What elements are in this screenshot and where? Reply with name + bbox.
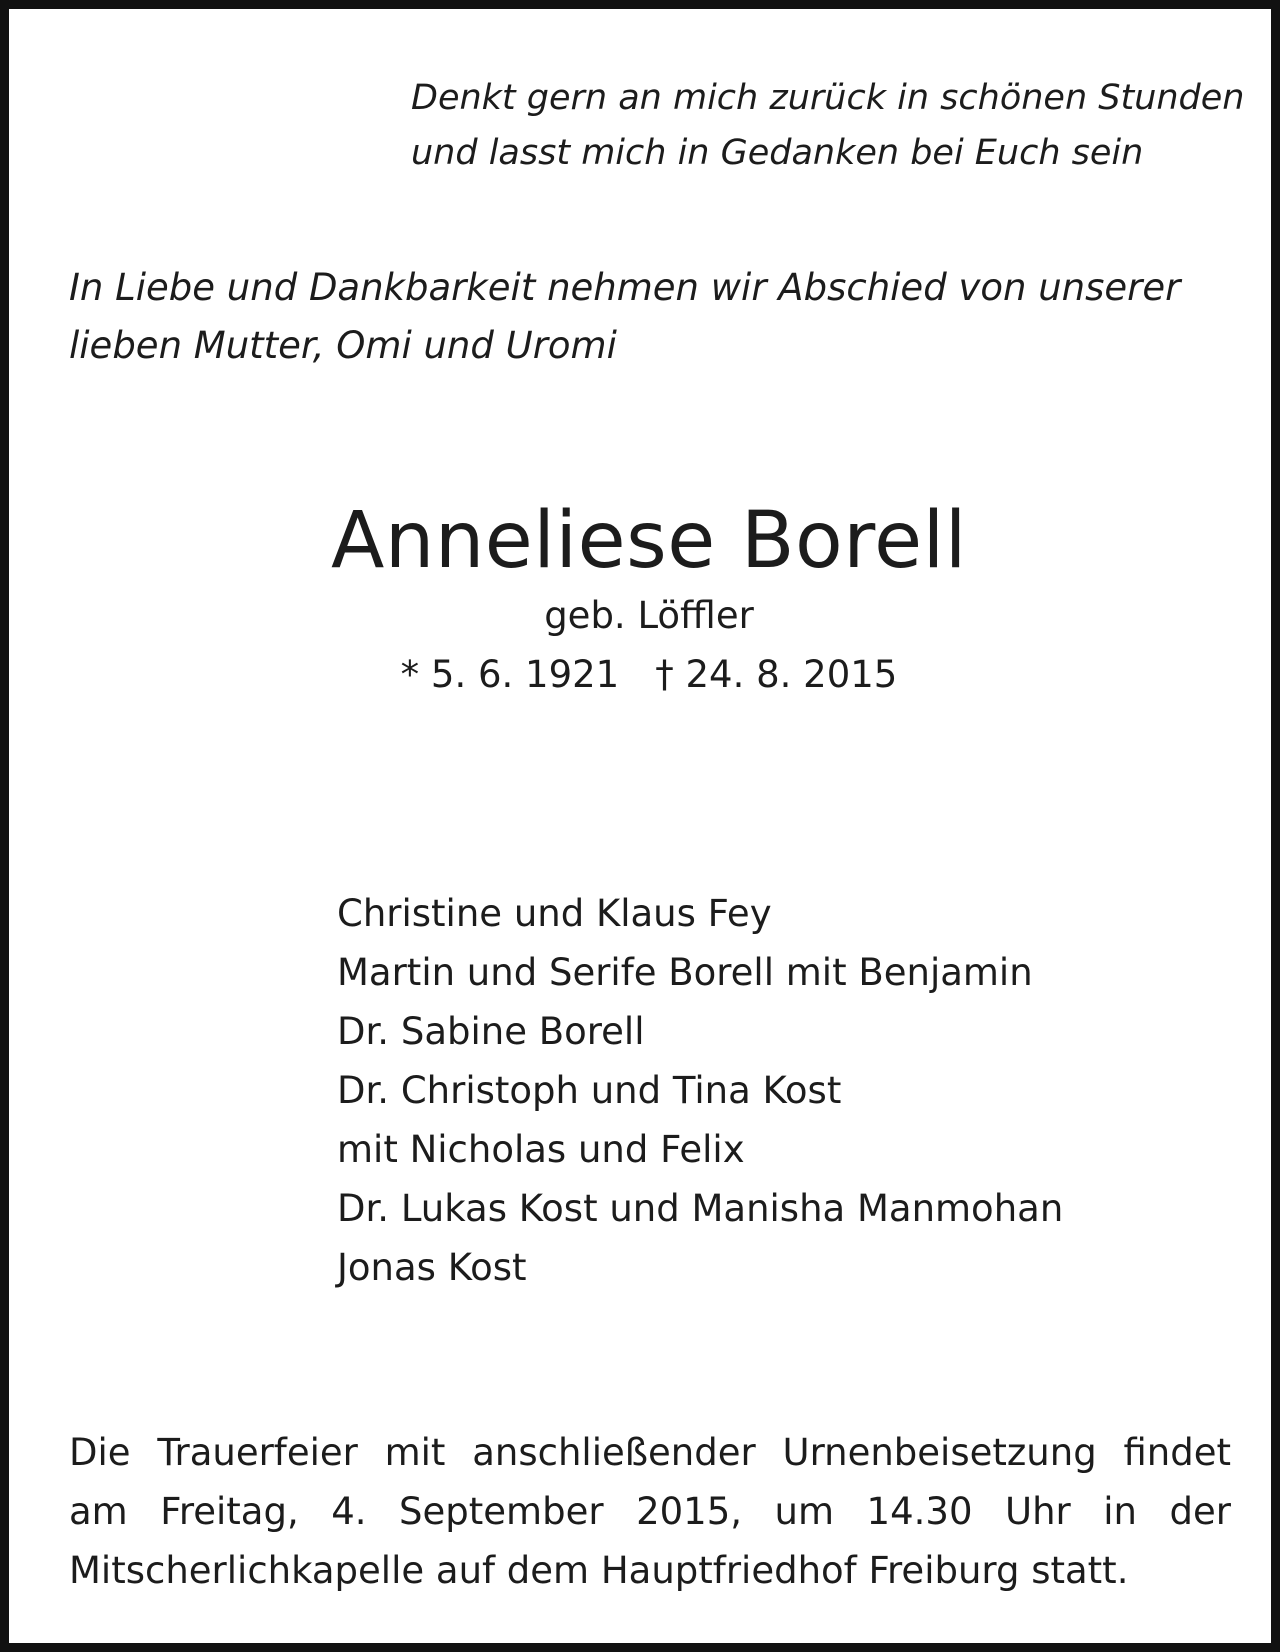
motto-line: Denkt gern an mich zurück in schönen Stunden [411, 78, 1245, 118]
notice-line: Mitscherlichkapelle auf dem Hauptfriedhof Freiburg statt. [69, 1549, 1129, 1592]
life-dates [9, 649, 1280, 701]
farewell-intro [69, 259, 1239, 375]
intro-line: lieben Mutter, Omi und Uromi [69, 324, 617, 367]
mourner-line: Dr. Lukas Kost und Manisha Manmohan [337, 1187, 1064, 1230]
mourner-line: Martin und Serife Borell mit Benjamin [337, 951, 1033, 994]
intro-line: In Liebe und Dankbarkeit nehmen wir Abschied von unserer [69, 266, 1181, 309]
notice-line: am Freitag, 4. September 2015, um 14.30 Uhr in der [69, 1490, 1231, 1533]
mourners-list [337, 884, 1237, 1297]
motto-verse [411, 71, 1251, 181]
death-date: † 24. 8. 2015 [655, 653, 898, 696]
mourner-line: Dr. Sabine Borell [337, 1010, 645, 1053]
mourner-line: Christine und Klaus Fey [337, 892, 772, 935]
mourner-line: Dr. Christoph und Tina Kost [337, 1069, 842, 1112]
mourner-line: mit Nicholas und Felix [337, 1128, 745, 1171]
birth-date: * 5. 6. 1921 [400, 653, 620, 696]
deceased-name: Anneliese Borell [331, 496, 967, 586]
maiden-name: geb. Löffler [544, 594, 754, 637]
motto-line: und lasst mich in Gedanken bei Euch sein [411, 133, 1144, 173]
notice-line: Die Trauerfeier mit anschließender Urnenbeisetzung findet [69, 1431, 1231, 1474]
mourner-line: Jonas Kost [337, 1246, 527, 1289]
funeral-notice [69, 1423, 1231, 1600]
